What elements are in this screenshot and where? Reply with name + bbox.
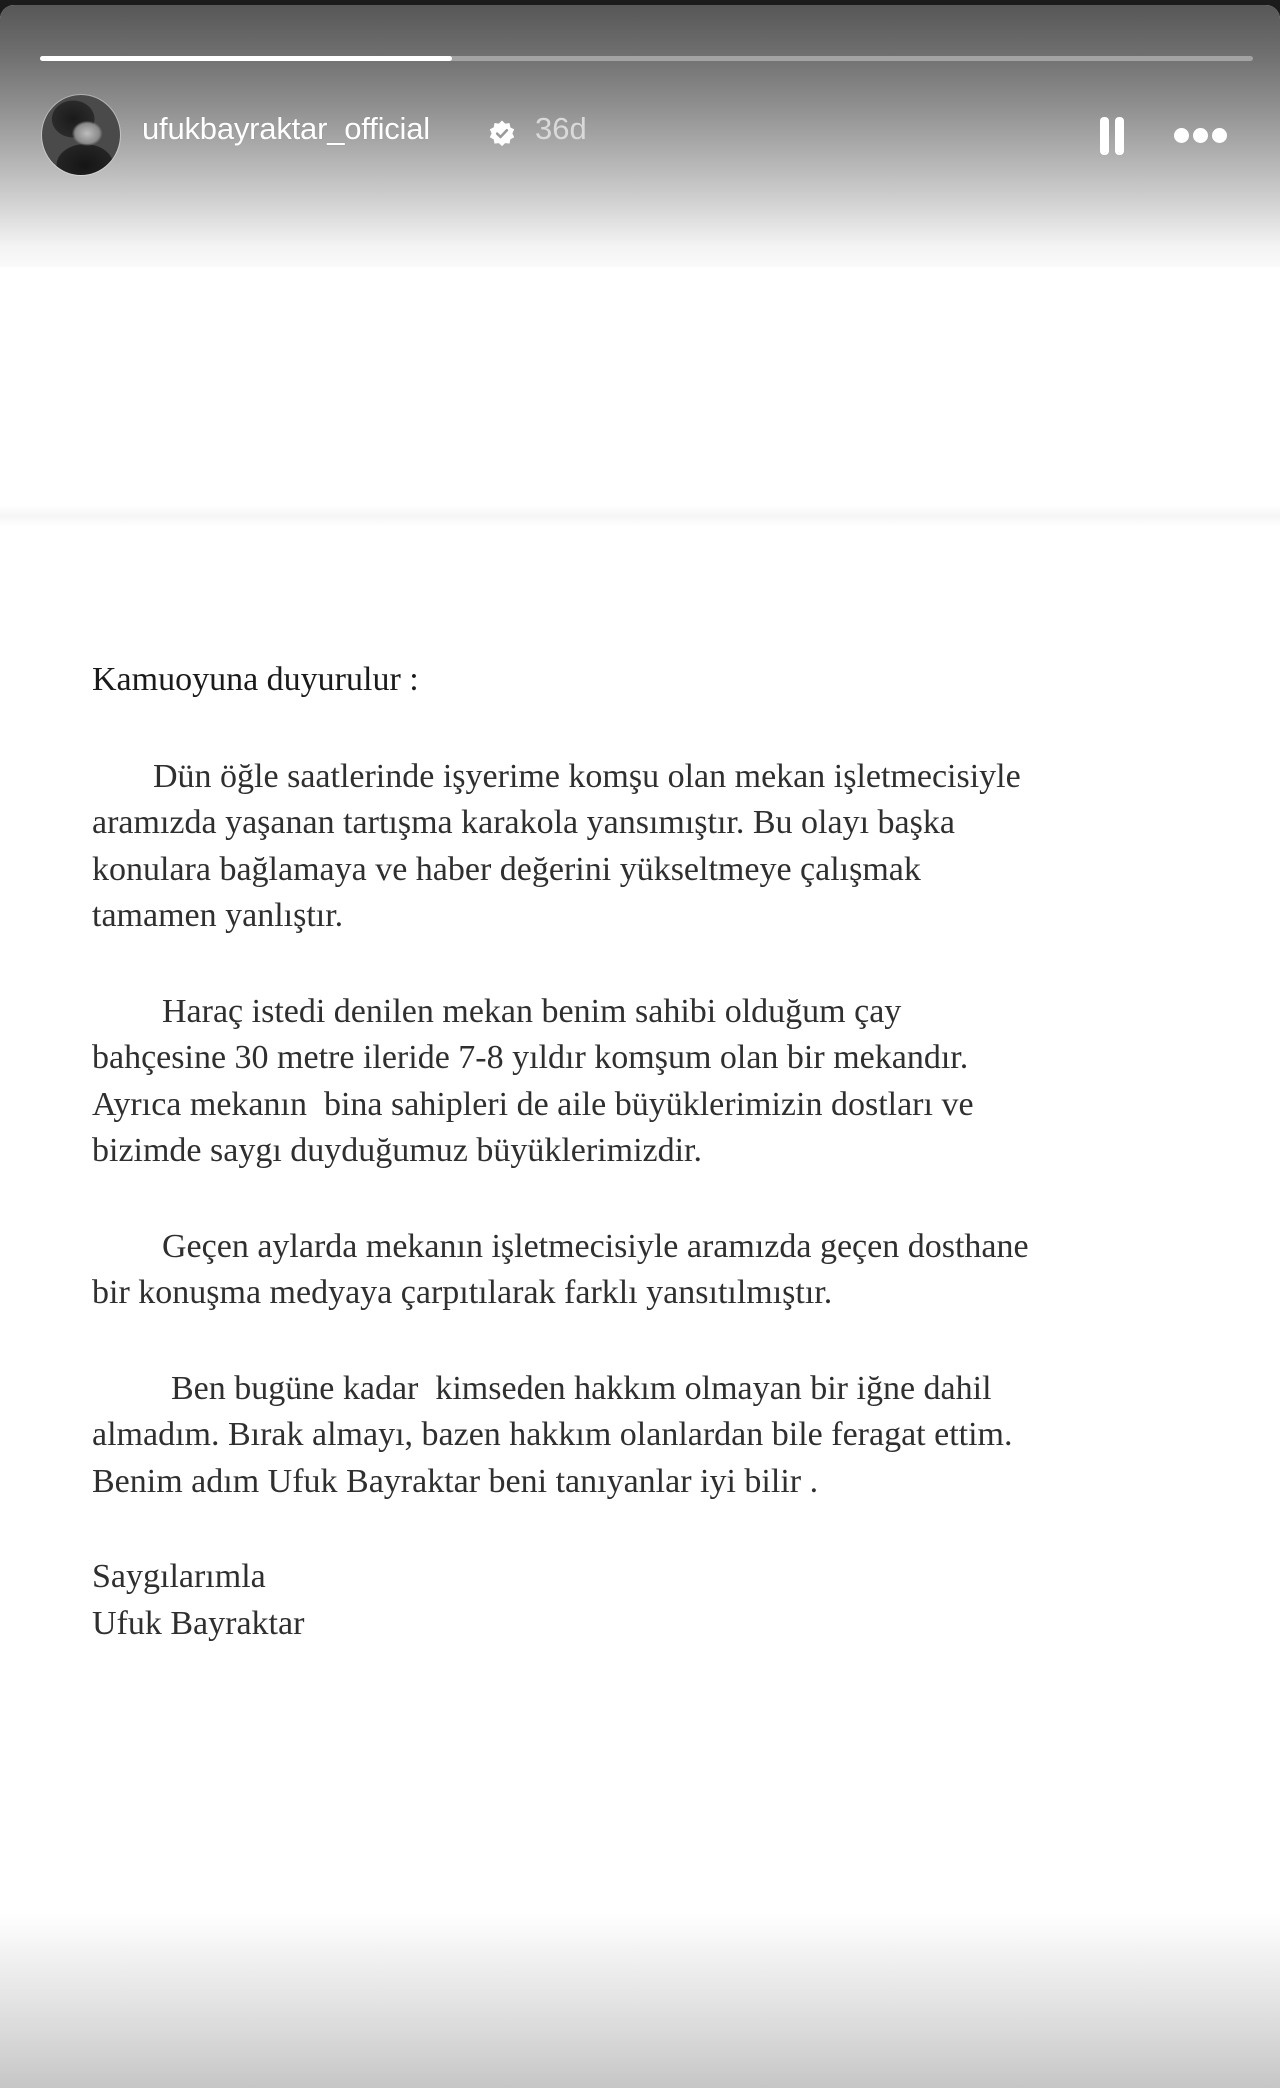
text-line: tamamen yanlıştır. <box>92 897 344 934</box>
more-options-icon <box>1212 128 1227 143</box>
more-options-button[interactable] <box>1170 123 1232 149</box>
paragraph-4 <box>92 1366 1212 1506</box>
more-options-icon <box>1193 128 1208 143</box>
text-line: aramızda yaşanan tartışma karakola yansımıştır. Bu olayı başka <box>92 804 955 841</box>
text-line: Ben bugüne kadar kimseden hakkım olmayan bir iğne dahil <box>171 1369 992 1407</box>
document-title: Kamuoyuna duyurulur : <box>92 661 419 698</box>
avatar[interactable] <box>42 95 120 175</box>
closing-text: Saygılarımla <box>92 1558 266 1595</box>
pause-icon <box>1100 117 1109 155</box>
signature-name: Ufuk Bayraktar <box>92 1604 305 1642</box>
story-progress-bar <box>40 56 1253 61</box>
paragraph-3 <box>92 1224 1212 1317</box>
image-seam <box>0 505 1280 527</box>
text-line: Benim adım Ufuk Bayraktar beni tanıyanlar iyi bilir . <box>92 1462 819 1500</box>
pause-icon <box>1115 117 1124 155</box>
text-line: bizimde saygı duyduğumuz büyüklerimizdir. <box>92 1132 703 1169</box>
signature-block <box>92 1554 1212 1647</box>
story-progress-fill <box>40 56 452 61</box>
text-line: bahçesine 30 metre ileride 7-8 yıldır komşum olan bir mekandır. <box>92 1039 969 1076</box>
username-link[interactable]: ufukbayraktar_official <box>142 111 430 146</box>
text-line: Dün öğle saatlerinde işyerime komşu olan mekan işletmecisiyle <box>153 757 1021 795</box>
more-options-icon <box>1174 128 1189 143</box>
story-viewer[interactable] <box>0 5 1280 2088</box>
text-line: konulara bağlamaya ve haber değerini yükseltmeye çalışmak <box>92 850 921 888</box>
text-line: bir konuşma medyaya çarpıtılarak farklı yansıtılmıştır. <box>92 1274 833 1311</box>
announcement-document <box>92 657 1212 1647</box>
paragraph-1 <box>92 754 1212 940</box>
paragraph-2 <box>92 989 1212 1175</box>
footer-gradient <box>0 1913 1280 2088</box>
pause-button[interactable] <box>1095 115 1127 159</box>
verified-badge-icon <box>487 119 517 149</box>
text-line: Haraç istedi denilen mekan benim sahibi olduğum çay <box>162 992 902 1030</box>
text-line: almadım. Bırak almayı, bazen hakkım olanlardan bile feragat ettim. <box>92 1416 1013 1453</box>
story-header <box>0 93 1280 177</box>
text-line: Geçen aylarda mekanın işletmecisiyle aramızda geçen dosthane <box>162 1227 1029 1265</box>
text-line: Ayrıca mekanın bina sahipleri de aile büyüklerimizin dostları ve <box>92 1085 974 1123</box>
post-time: 36d <box>535 111 587 146</box>
